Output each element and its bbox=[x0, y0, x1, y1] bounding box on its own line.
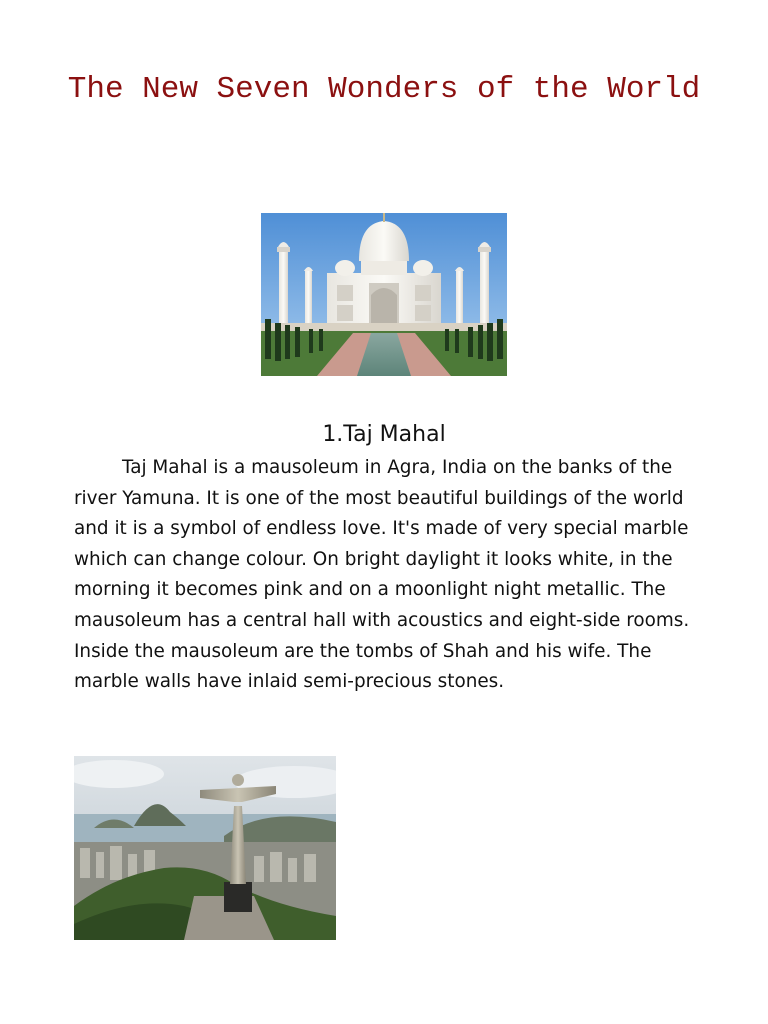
section-heading-taj-mahal: 1.Taj Mahal bbox=[322, 422, 446, 447]
page-title: The New Seven Wonders of the World bbox=[67, 72, 701, 107]
section-body-taj-mahal: Taj Mahal is a mausoleum in Agra, India on the banks of the river Yamuna. It is one of the most beautiful buildings of the world and it is a symbol of endless love. It's made of very special marble which can change colour. On bright daylight it looks white, in the morning it becomes pink and on a moonlight night metallic. The mausoleum has a central hall with acoustics and eight-side rooms. Inside the mausoleum are the tombs of Shah and his wife. The marble walls have inlaid semi-precious stones. bbox=[74, 457, 690, 693]
taj-mahal-illustration bbox=[261, 213, 507, 376]
taj-mahal-photo bbox=[261, 213, 507, 376]
christ-the-redeemer-photo bbox=[74, 756, 336, 940]
christ-the-redeemer-illustration bbox=[74, 756, 336, 940]
